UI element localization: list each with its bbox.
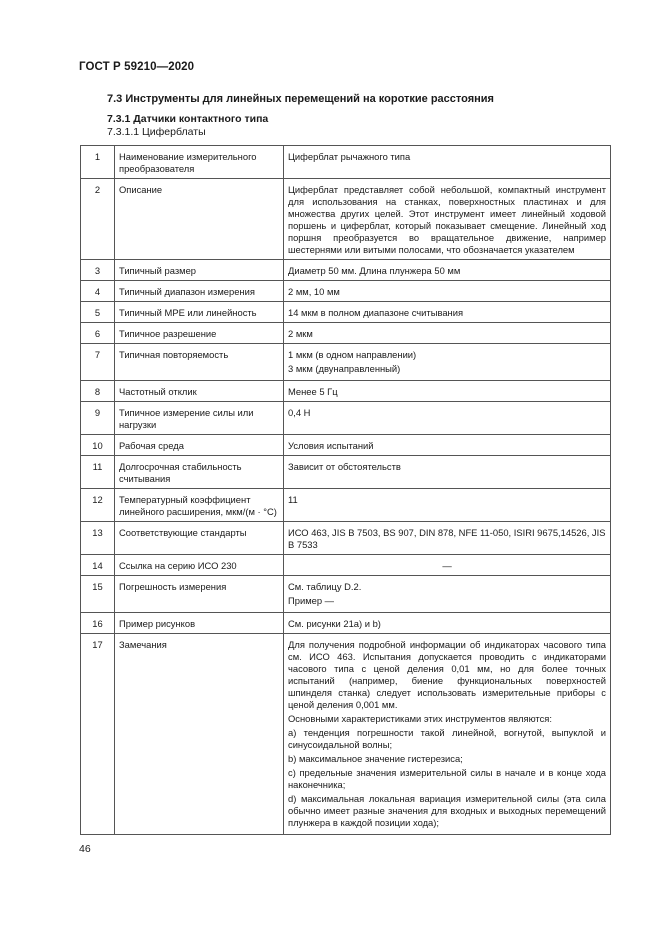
parameter-name: Замечания [115,634,284,835]
parameter-name: Соответствующие стандарты [115,522,284,555]
value-line: См. таблицу D.2. [288,581,362,592]
remark-paragraph: Основными характеристиками этих инструментов являются: [288,713,552,724]
row-number: 17 [81,634,115,835]
parameter-name: Описание [115,179,284,260]
parameter-name: Пример рисунков [115,613,284,634]
row-number: 16 [81,613,115,634]
value-line: Пример — [288,595,335,606]
row-number: 10 [81,435,115,456]
parameter-value [284,634,611,835]
table-row [81,456,611,489]
table-row [81,576,611,613]
parameter-name: Типичное разрешение [115,323,284,344]
document-header: ГОСТ Р 59210—2020 [79,61,195,73]
remark-item: d) максимальная локальная вариация измерительной силы (эта сила обычно имеет разные значения для входных и выходных перемещений плунжера в каждой позиции хода); [288,793,606,828]
parameter-name: Погрешность измерения [115,576,284,613]
parameter-name: Типичный диапазон измерения [115,281,284,302]
remark-item: b) максимальное значение гистерезиса; [288,753,463,764]
parameter-value: 2 мкм [284,323,611,344]
table-row [81,634,611,835]
parameter-value: 2 мм, 10 мм [284,281,611,302]
remark-paragraph: Для получения подробной информации об индикаторах часового типа см. ИСО 463. Испытания допускается проводить с индикаторами часового типа с ценой деления 0,01 мм, но для более точных испытаний (например, биение функциональных поверхностей шпинделя станка) следует использовать измерительные приборы с ценой деления 0,001 мм. [288,639,606,710]
parameter-name: Наименование измерительного преобразователя [115,146,284,179]
value-line: 3 мкм (двунаправленный) [288,363,401,374]
row-number: 15 [81,576,115,613]
parameter-value [284,576,611,613]
row-number: 7 [81,344,115,381]
page-number: 46 [79,843,91,855]
parameter-value: ИСО 463, JIS B 7503, BS 907, DIN 878, NFE 11-050, ISIRI 9675,14526, JIS B 7533 [284,522,611,555]
row-number: 14 [81,555,115,576]
table-row [81,555,611,576]
table-row [81,260,611,281]
table-row [81,381,611,402]
parameter-value: 11 [284,489,611,522]
parameter-value: Диаметр 50 мм. Длина плунжера 50 мм [284,260,611,281]
table-row [81,489,611,522]
row-number: 11 [81,456,115,489]
parameter-value: Зависит от обстоятельств [284,456,611,489]
parameter-value: 0,4 Н [284,402,611,435]
row-number: 2 [81,179,115,260]
table-row [81,402,611,435]
parameter-value: 14 мкм в полном диапазоне считывания [284,302,611,323]
parameter-name: Температурный коэффициент линейного расширения, мкм/(м · °С) [115,489,284,522]
parameter-name: Типичный размер [115,260,284,281]
table-row [81,323,611,344]
parameter-name: Типичная повторяемость [115,344,284,381]
row-number: 5 [81,302,115,323]
row-number: 9 [81,402,115,435]
specification-table [80,145,611,835]
parameter-value: См. рисунки 21а) и b) [284,613,611,634]
row-number: 6 [81,323,115,344]
parameter-value: Циферблат рычажного типа [284,146,611,179]
table-row [81,179,611,260]
table-row [81,146,611,179]
row-number: 3 [81,260,115,281]
remark-item: c) предельные значения измерительной силы в начале и в конце хода наконечника; [288,767,606,790]
parameter-name: Типичный MPE или линейность [115,302,284,323]
row-number: 4 [81,281,115,302]
row-number: 1 [81,146,115,179]
remark-item: a) тенденция погрешности такой линейной, вогнутой, выпуклой и синусоидальной волны; [288,727,606,750]
parameter-name: Типичное измерение силы или нагрузки [115,402,284,435]
table-row [81,281,611,302]
parameter-value: Менее 5 Гц [284,381,611,402]
row-number: 8 [81,381,115,402]
table-row [81,344,611,381]
parameter-value: — [284,555,611,576]
row-number: 13 [81,522,115,555]
parameter-value: Условия испытаний [284,435,611,456]
row-number: 12 [81,489,115,522]
section-heading-7-3-1-1: 7.3.1.1 Циферблаты [107,126,206,138]
parameter-value: Циферблат представляет собой небольшой, компактный инструмент для использования на станках, поверхностных пластинах и для множества других целей. Этот инструмент имеет линейный ходовой поршень и циферблат, который показывает смещение. Линейный ход поршня преобразуется во вращательное движение, например шестернями или витыми полосами, что обозначается указателем [284,179,611,260]
parameter-value [284,344,611,381]
value-line: 1 мкм (в одном направлении) [288,349,417,360]
table-row [81,302,611,323]
parameter-name: Долгосрочная стабильность считывания [115,456,284,489]
section-heading-7-3: 7.3 Инструменты для линейных перемещений на короткие расстояния [107,93,494,105]
parameter-name: Частотный отклик [115,381,284,402]
table-row [81,613,611,634]
parameter-name: Ссылка на серию ИСО 230 [115,555,284,576]
section-heading-7-3-1: 7.3.1 Датчики контактного типа [107,113,269,125]
parameter-name: Рабочая среда [115,435,284,456]
table-row [81,522,611,555]
table-row [81,435,611,456]
